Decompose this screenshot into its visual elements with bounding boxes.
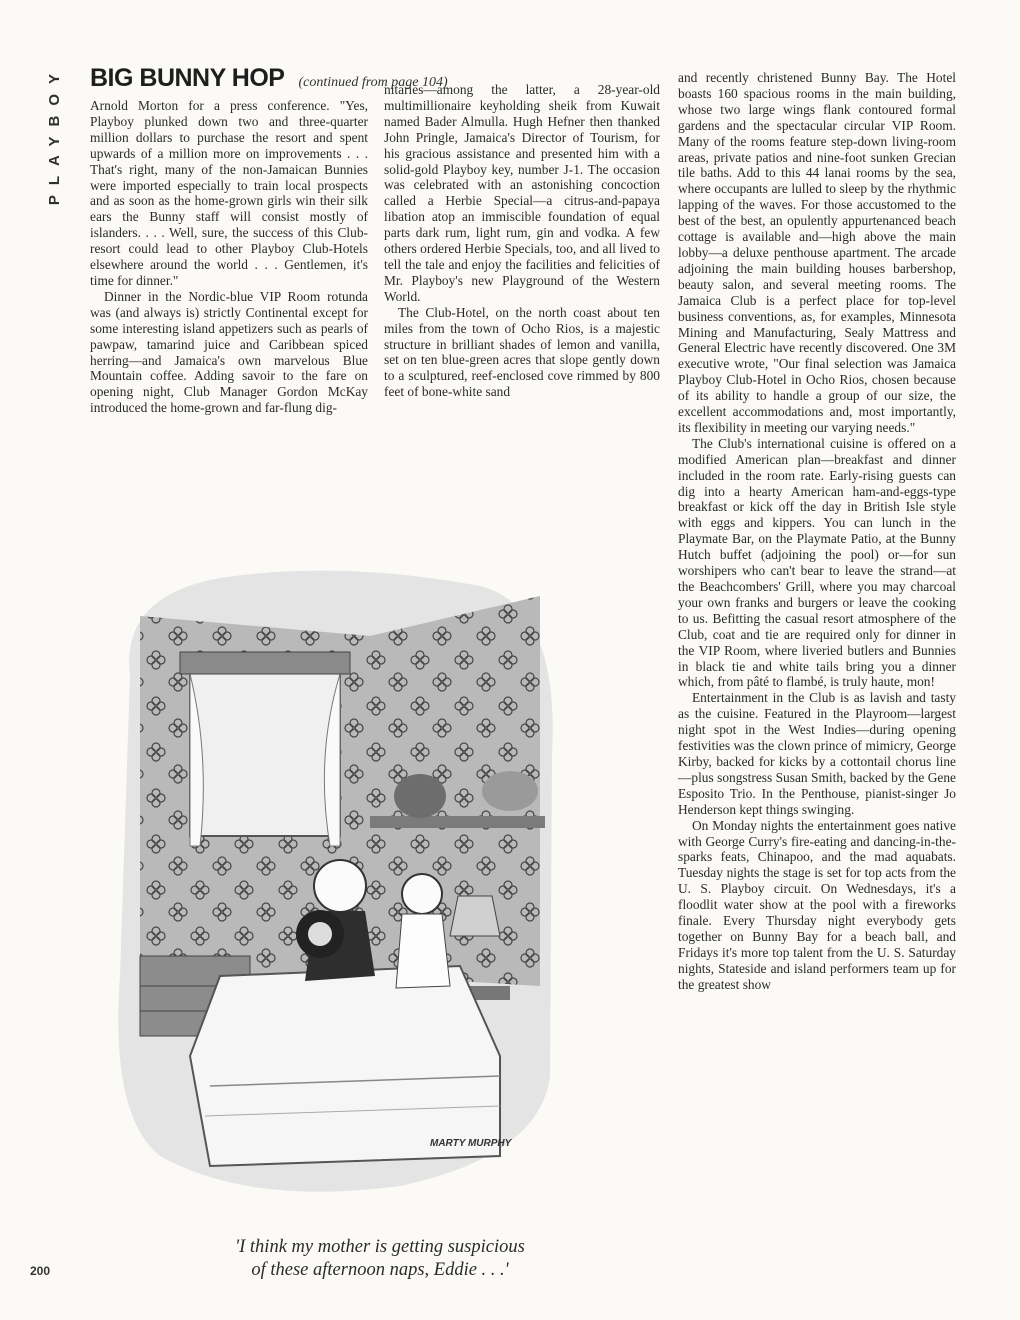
curtain-valance xyxy=(180,652,350,674)
paragraph: The Club-Hotel, on the north coast about ten miles from the town of Ocho Rios, is a majestic structure in brilliant shades of lemon and vanilla, set on ten blue-green acres that slope gently down to a sculptured, reef-enclosed cove rimmed by 800 feet of bone-white sand xyxy=(384,304,660,400)
text-column-1 xyxy=(90,98,368,528)
caption-line: of these afternoon naps, Eddie . . .' xyxy=(251,1260,509,1280)
paragraph: and recently christened Bunny Bay. The Hotel boasts 160 spacious rooms in the main building, whose two large wings flank contoured formal gardens and the spectacular circular VIP Room. Many of the rooms feature step-down living-room areas, private patios and nine-foot sunken Grecian tile baths. Add to this 44 lanai rooms by the sea, where occupants are lulled to sleep by the rhythmic lapping of the waves. For those accustomed to the best of the best, an opulently appurtenanced beach cottage is available and—high above the main lobby—a deluxe penthouse apartment. The arcade adjoining the main building houses barbershop, beauty salon, and several meeting rooms. The Jamaica Club is a perfect place for top-level business conventions, as, for examples, Minnesota Mining and Manufacturing, Sealy Mattress and General Electric have recently discovered. One 3M executive wrote, "Our final selection was Jamaica Playboy Club-Hotel in Ocho Rios, chosen because of its ability to handle a group of our size, the excellent accommodations and, most importantly, its flexibility in meeting our varying needs." xyxy=(678,70,956,435)
girl-nightgown xyxy=(396,914,450,988)
cartoon-caption xyxy=(120,1236,640,1282)
paragraph: Entertainment in the Club is as lavish and tasty as the cuisine. Featured in the Playroom—largest night spot in the West Indies—during opening festivities was the clown prince of mimicry, George Kirby, backed for kicks by a cottontail chorus line—plus songstress Susan Smith, backed by the Gene Esposito Trio. In the Penthouse, pianist-singer Jo Henderson kept things swinging. xyxy=(678,690,956,817)
caption-line: 'I think my mother is getting suspicious xyxy=(235,1237,525,1257)
stuffed-elephant-toy xyxy=(482,771,538,811)
paragraph: The Club's international cuisine is offered on a modified American plan—breakfast and dinner included in the room rate. Early-rising guests can dig into a hearty American ham-and-eggs-type breakfast or kick off the day in British Isle style with eggs and kippers. You can lunch in the Playmate Bar, on the Playmate Patio, at the Bunny Hutch buffet (adjoining the pool) or—for sun worshipers who can't bear to leave the strand—at the Beachcombers' Grill, where you may charcoal your own franks and burgers or leave the cooking to us. Befitting the casual resort atmosphere of the Club, coat and tie are required only for dinner in the VIP Room, where liveried butlers and Bunnies in black tie and white tails bring you a dinner which, from pâté to flambé, is truly haute, mon! xyxy=(678,435,956,690)
bedside-lamp xyxy=(450,896,500,936)
stuffed-dog-toy xyxy=(394,774,446,818)
paragraph: Dinner in the Nordic-blue VIP Room rotunda was (and always is) strictly Continental except for some interesting island appetizers such as pearls of pawpaw, tamarind juice and Caribbean spiced herring—and Jamaica's own marvelous Blue Mountain coffee. Adding savoir to the fare on opening night, Club Manager Gordon McKay introduced the home-grown and far-flung dig- xyxy=(90,288,368,416)
text-column-3 xyxy=(678,70,956,1290)
paragraph: nitaries—among the latter, a 28-year-old multimillionaire keyholding sheik from Kuwait named Bader Almulla. Hugh Hefner then thanked John Pringle, Jamaica's Director of Tourism, for his gracious assistance and presented him with a solid-gold Playboy key, number J-1. The occasion was celebrated with an astonishing concoction called a Herbie Special—a citrus-and-papaya libation atop an immiscible foundation of equal parts dark rum, light rum, gin and vodka. A few others ordered Herbie Specials, too, and all lived to tell the tale and enjoy the facilities and felicities of Mr. Playboy's new Playground of the Western World. xyxy=(384,82,660,304)
toy-shelf xyxy=(370,816,545,828)
cartoon-illustration xyxy=(100,556,570,1216)
text-column-2 xyxy=(384,82,660,532)
bed xyxy=(190,966,500,1166)
boy-character xyxy=(314,860,366,912)
continued-note: (continued from page 104) xyxy=(298,75,448,90)
girl-character xyxy=(402,874,442,914)
article-title: BIG BUNNY HOP xyxy=(90,64,285,92)
cartoonist-signature: MARTY MURPHY xyxy=(430,1138,512,1149)
paragraph: On Monday nights the entertainment goes native with George Curry's fire-eating and dancing-in-the-sparks feats, Chinapoo, and the mad aquabats. Tuesday nights the stage is set for top acts from the U. S. Playboy circuit. On Wednesdays, it's a floodlit water show at the pool with a fireworks finale. Every Thursday night everybody gets together on Bunny Bay for a beach ball, and Fridays it's more top talent from the U. S. Saturday nights, Stateside and island performers team up for the greatest show xyxy=(678,817,956,992)
paragraph: Arnold Morton for a press conference. "Yes, Playboy plunked down two and three-quarter million dollars to purchase the resort and spent upwards of a million more on improvements . . . That's right, many of the non-Jamaican Bunnies were imported especially to train local prospects and as soon as the home-grown girls win their silk ears the Bunny staff will consist mostly of islanders. . . . Well, sure, the success of this Club-resort could lead to other Playboy Club-Hotels elsewhere around the world . . . Gentlemen, it's time for dinner." xyxy=(90,98,368,288)
page-number: 200 xyxy=(30,1264,51,1278)
window xyxy=(190,666,340,836)
spine-magazine-name: PLAYBOY xyxy=(46,64,63,206)
